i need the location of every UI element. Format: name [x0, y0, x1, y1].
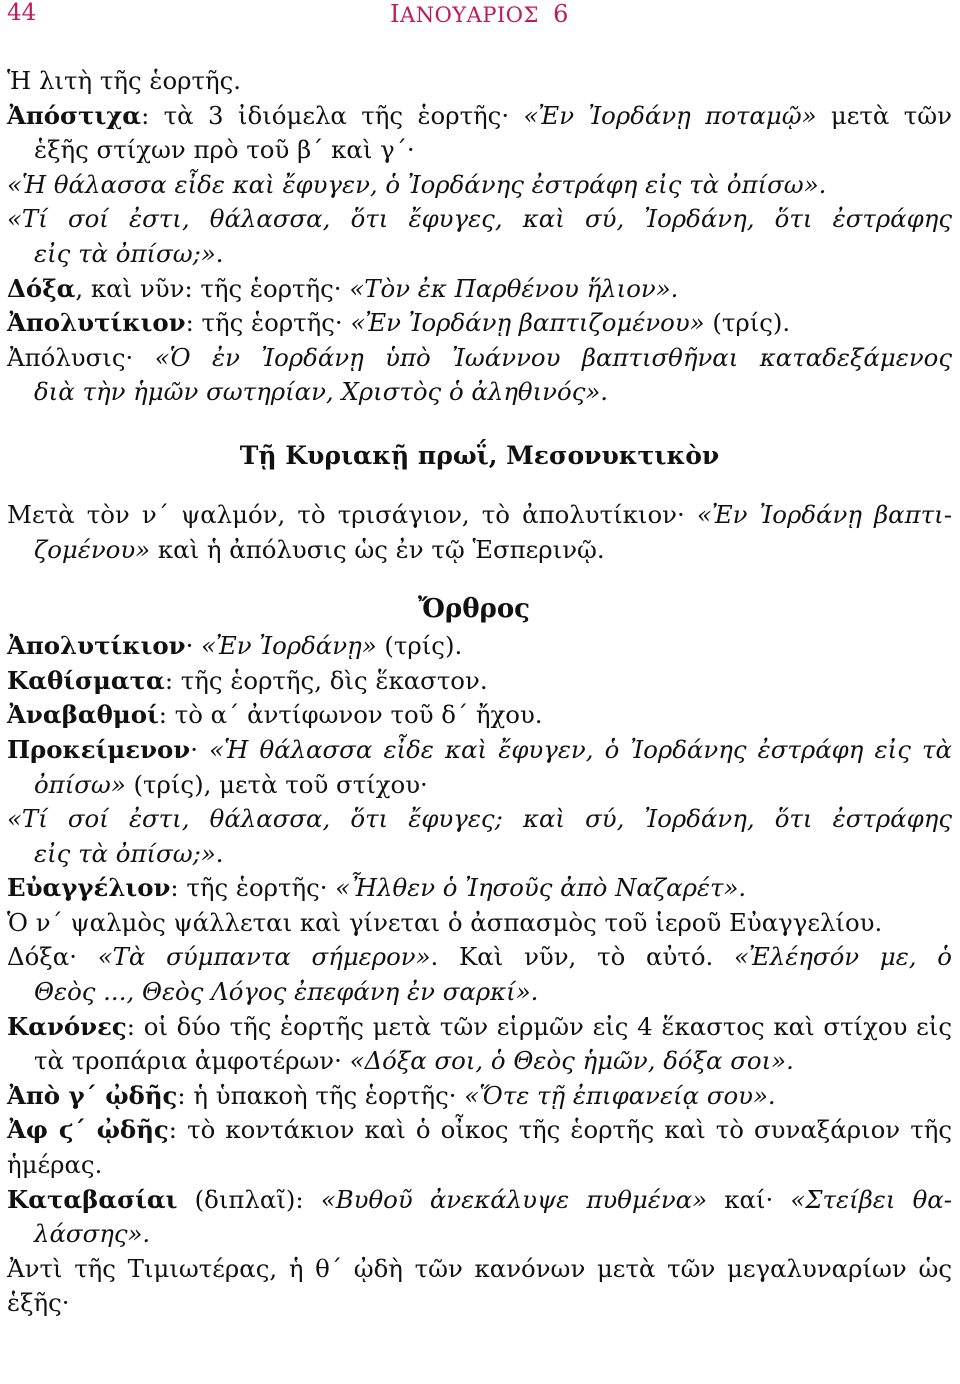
- body-text: μετὰ τῶν: [816, 100, 952, 130]
- text-line: [7, 1217, 952, 1252]
- hymn-incipit: «Τὸν ἐκ Παρθένου ἥλιον».: [349, 273, 679, 303]
- text-line: [7, 802, 952, 837]
- text-line: [7, 698, 952, 733]
- text-line: [7, 341, 952, 376]
- rubric-label: Ἀναβαθμοί: [7, 700, 159, 730]
- body-text: : τὸ α΄ ἀντίφωνον τοῦ δ΄ ἤχου.: [158, 700, 543, 730]
- hymn-incipit: «Ἦλθεν ὁ Ἰησοῦς ἀπὸ Ναζαρέτ».: [335, 873, 747, 903]
- page-number: 44: [7, 0, 37, 26]
- text-line: [7, 629, 952, 664]
- body-text: : τῆς ἑορτῆς·: [185, 308, 351, 338]
- hymn-incipit: «Ἡ θάλασσα εἶδε καὶ ἔφυγεν, ὁ Ἰορδάνης ἐστράφη εἰς τὰ ὀπίσω».: [7, 169, 827, 199]
- text-line: [7, 1148, 952, 1183]
- text-line: [7, 837, 952, 872]
- text-line: [7, 306, 952, 341]
- body-text: Ἡ λιτὴ τῆς ἑορτῆς.: [7, 66, 241, 95]
- hymn-incipit: «Ὁ ἐν Ἰορδάνῃ ὑπὸ Ἰωάννου βαπτισθῆναι καταδεξάμενος: [154, 342, 953, 372]
- text-line: [7, 1252, 952, 1287]
- body-text: (τρίς), μετὰ τοῦ στίχου·: [125, 769, 428, 799]
- text-line: [7, 1113, 952, 1148]
- body-text: Δόξα·: [7, 942, 98, 972]
- hymn-incipit: διὰ τὴν ἡμῶν σωτηρίαν, Χριστὸς ὁ ἀληθινός».: [34, 377, 609, 407]
- body-text: (τρίς).: [376, 631, 463, 661]
- body-text: καί·: [707, 1184, 791, 1214]
- text-line: [7, 202, 952, 237]
- text-line: [7, 1079, 952, 1114]
- body-text: (τρίς).: [704, 308, 791, 338]
- text-line: [7, 64, 952, 99]
- hymn-incipit: «Τί σοί ἐστι, θάλασσα, ὅτι ἔφυγες, καὶ σύ, Ἰορδάνη, ὅτι ἐστράφης: [7, 204, 952, 234]
- body-text: : ἡ ὑπακοὴ τῆς ἑορτῆς·: [177, 1080, 465, 1110]
- rubric-label: Ἀφ ϛ΄ ᾠδῆς: [7, 1115, 169, 1145]
- rubric-label: Ἀπόστιχα: [7, 100, 142, 130]
- hymn-incipit: εἰς τὰ ὀπίσω;».: [34, 838, 224, 868]
- orthros-section: [7, 629, 952, 1321]
- text-line: [7, 272, 952, 307]
- text-line: [7, 1286, 952, 1321]
- hymn-incipit: «Ἡ θάλασσα εἶδε καὶ ἔφυγεν, ὁ Ἰορδάνης ἐστράφη εἰς τὰ: [209, 734, 952, 764]
- hymn-incipit: «Στείβει θα-: [790, 1184, 953, 1214]
- rubric-label: Ἀπολυτίκιον: [7, 308, 186, 338]
- hymn-incipit: εἰς τὰ ὀπίσω;».: [34, 238, 224, 268]
- hymn-incipit: ζομένου»: [34, 534, 151, 564]
- hymn-incipit: ὀπίσω»: [34, 769, 126, 799]
- text-line: [7, 733, 952, 768]
- text-line: [7, 133, 952, 168]
- running-title-initial: Ι: [390, 0, 401, 28]
- body-text: Ὁ ν΄ ψαλμὸς ψάλλεται καὶ γίνεται ὁ ἀσπασμὸς τοῦ ἱεροῦ Εὐαγγελίου.: [7, 907, 883, 937]
- midnight-office-section: [7, 498, 952, 567]
- text-line: [7, 375, 952, 410]
- body-text: καὶ ἡ ἀπόλυσις ὡς ἐν τῷ Ἑσπερινῷ.: [150, 534, 605, 564]
- hymn-incipit: «Βυθοῦ ἀνεκάλυψε πυθμένα»: [320, 1184, 708, 1214]
- hymn-incipit: Θεὸς ..., Θεὸς Λόγος ἐπεφάνη ἐν σαρκί».: [34, 977, 539, 1007]
- hymn-incipit: «Ἐν Ἰορδάνῃ»: [201, 631, 377, 661]
- body-text: ·: [185, 631, 202, 661]
- hymn-incipit: «Ἐν Ἰορδάνῃ βαπτι-: [696, 499, 952, 529]
- rubric-label: Καθίσματα: [7, 665, 165, 695]
- body-text: Μετὰ τὸν ν΄ ψαλμόν, τὸ τρισάγιον, τὸ ἀπολυτίκιον·: [7, 499, 697, 529]
- body-text: : τῆς ἑορτῆς, δὶς ἕκαστον.: [164, 665, 488, 695]
- text-line: [7, 664, 952, 699]
- running-title-day: 6: [553, 0, 569, 28]
- rubric-label: Προκείμενον: [7, 734, 191, 764]
- body-text: : οἱ δύο τῆς ἑορτῆς μετὰ τῶν εἱρμῶν εἰς 4 ἕκαστος καὶ στίχου εἰς: [126, 1011, 952, 1041]
- text-line: [7, 1010, 952, 1045]
- rubric-label: Κανόνες: [7, 1011, 127, 1041]
- text-line: [7, 237, 952, 272]
- text-line: [7, 871, 952, 906]
- text-line: [7, 768, 952, 803]
- rubric-label: Δόξα: [7, 273, 76, 303]
- hymn-incipit: λάσσης».: [34, 1219, 151, 1249]
- text-line: [7, 940, 952, 975]
- text-line: [7, 906, 952, 941]
- hymn-incipit: «Ἐν Ἰορδάνῃ ποταμῷ»: [523, 100, 817, 130]
- page-body: [7, 64, 952, 1321]
- hymn-incipit: «Τὰ σύμπαντα σήμερον»: [97, 942, 431, 972]
- page-header: [7, 0, 952, 26]
- text-line: [7, 975, 952, 1010]
- body-text: τὰ τροπάρια ἀμφοτέρων·: [34, 1046, 350, 1076]
- body-text: Ἀντὶ τῆς Τιμιωτέρας, ἡ θ΄ ᾠδὴ τῶν κανόνων μετὰ τῶν μεγαλυναρίων ὡς: [7, 1253, 952, 1283]
- rubric-label: Εὐαγγέλιον: [7, 873, 171, 903]
- vespers-section: [7, 64, 952, 410]
- sunday-heading: Τῇ Κυριακῇ πρωΐ, Μεσονυκτικὸν: [239, 440, 720, 470]
- body-text: ἑξῆς·: [7, 1288, 70, 1318]
- body-text: : τὰ 3 ἰδιόμελα τῆς ἑορτῆς·: [141, 100, 524, 130]
- hymn-incipit: «Ἐν Ἰορδάνῃ βαπτιζομένου»: [350, 308, 705, 338]
- body-text: ·: [190, 734, 210, 764]
- hymn-incipit: «Τί σοί ἐστι, θάλασσα, ὅτι ἔφυγες; καὶ σύ, Ἰορδάνη, ὅτι ἐστράφης: [7, 804, 952, 834]
- body-text: ἡμέρας.: [7, 1150, 103, 1180]
- running-title-rest: ΑΝΟΥΑΡΙΟΣ: [400, 3, 539, 27]
- body-text: . Καὶ νῦν, τὸ αὐτό.: [430, 942, 735, 972]
- rubric-label: Ἀπολυτίκιον: [7, 631, 186, 661]
- hymn-incipit: «Δόξα σοι, ὁ Θεὸς ἡμῶν, δόξα σοι».: [349, 1046, 794, 1076]
- body-text: : τῆς ἑορτῆς·: [170, 873, 336, 903]
- text-line: [7, 1044, 952, 1079]
- rubric-label: Καταβασίαι: [7, 1184, 178, 1214]
- hymn-incipit: «Ὅτε τῇ ἐπιφανείᾳ σου».: [464, 1080, 776, 1110]
- rubric-label: Ἀπὸ γ΄ ᾠδῆς: [7, 1080, 178, 1110]
- text-line: [7, 99, 952, 134]
- body-text: : τὸ κοντάκιον καὶ ὁ οἶκος τῆς ἑορτῆς καὶ τὸ συναξάριον τῆς: [168, 1115, 952, 1145]
- body-text: ἑξῆς στίχων πρὸ τοῦ β΄ καὶ γ΄·: [34, 135, 415, 165]
- text-line: [7, 1183, 952, 1218]
- running-title: [7, 0, 952, 28]
- body-text: (διπλαῖ):: [177, 1184, 321, 1214]
- text-line: [7, 168, 952, 203]
- text-line: [7, 498, 952, 533]
- body-text: Ἀπόλυσις·: [7, 342, 155, 372]
- body-text: , καὶ νῦν: τῆς ἑορτῆς·: [75, 273, 350, 303]
- text-line: [7, 533, 952, 568]
- orthros-heading: Ὄρθρος: [418, 594, 530, 625]
- hymn-incipit: «Ἐλέησόν με, ὁ: [734, 942, 952, 972]
